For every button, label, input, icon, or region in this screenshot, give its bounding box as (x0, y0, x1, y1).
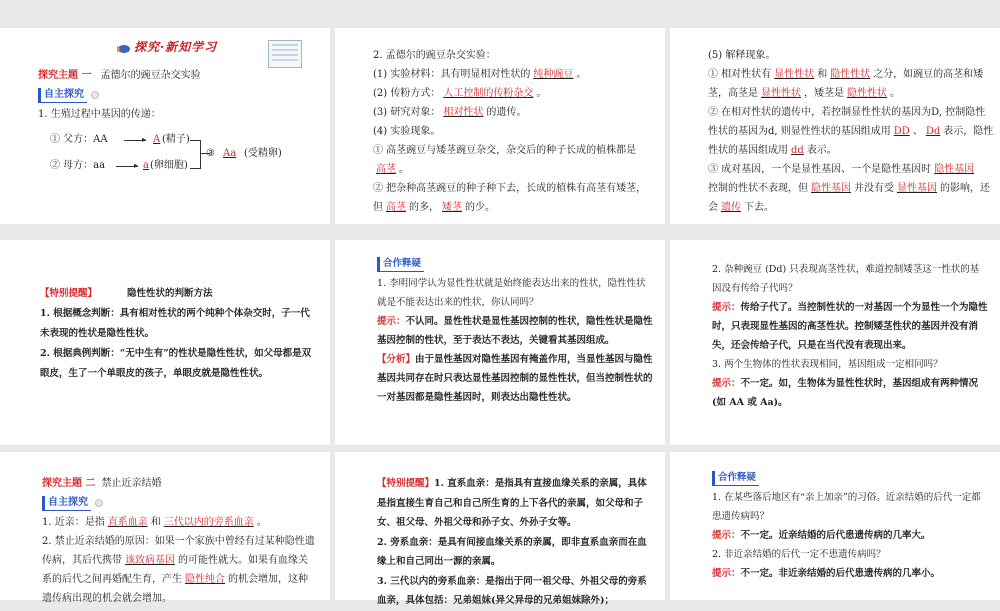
analysis-label: 【分析】 (377, 354, 416, 365)
punct: 。 (399, 164, 409, 175)
phenomenon-heading: (4) 实验现象。 (373, 126, 441, 137)
dd-mixed-answer: Dd (925, 126, 941, 137)
hint-label: 提示： (712, 302, 741, 313)
question-gene-transfer: 1. 生殖过程中基因的传递： (38, 109, 161, 120)
topic-title-2: 禁止近亲结婚 (101, 478, 162, 489)
zygote-label: (受精卵) (244, 148, 282, 159)
zygote-answer: Aa (223, 148, 237, 159)
pollination-answer: 人工控制的传粉杂交 (443, 88, 534, 99)
text: 的影响，还 (940, 183, 990, 194)
slide-mendel-intro (0, 28, 330, 224)
slide-explain-phenomenon (670, 28, 1000, 224)
material-answer: 纯种豌豆 (533, 69, 574, 80)
question-3: 3. 两个生物体的性状表现相同，基因组成一定相同吗？ (712, 359, 943, 370)
few-text: 的少。 (465, 202, 495, 213)
father-gamete-label: (精子) (162, 134, 190, 145)
punct: 。 (576, 69, 587, 80)
cooperative-label-2: 合作释疑 (712, 471, 759, 486)
experiment-title: 2. 孟德尔的豌豆杂交实验： (373, 50, 496, 61)
text: 之分，如豌豆的高茎和矮 (873, 69, 984, 80)
phenomenon-1-answer: 高茎 (376, 164, 396, 175)
slide-cooperative-q1 (335, 240, 665, 445)
text: 1. 近亲：是指 (42, 517, 105, 528)
slide-consanguineous-marriage (0, 452, 330, 604)
text: 茎，高茎是 (708, 88, 758, 99)
recessive-gene-answer-2: 隐性基因 (811, 183, 851, 194)
tip-rule-2: 2. 根据典例判断：“无中生有”的性状是隐性性状，如父母都是双眼皮，生了一个单眼皮的孩子，单眼皮就是隐性性状。 (40, 348, 312, 379)
banner-title: 探究·新知学习 (134, 40, 218, 54)
hint-3: 不一定。如，生物体为显性性状时，基因组成有两种情况(如 AA 或 Aa)。 (712, 378, 979, 408)
tip-collateral-relatives: 2. 旁系血亲：是具有间接血缘关系的亲属，即非直系血亲而在血缘上和自己同出一源的亲属。 (377, 536, 647, 567)
text: 性状的基因为d, 则显性性状的基因组成用 (708, 126, 891, 137)
text: 。 (256, 517, 267, 528)
hint-label: 提示： (712, 378, 741, 389)
question-marriage-2: 2. 非近亲结婚的后代一定不患遗传病吗？ (712, 549, 886, 560)
text: 性状的基因组成用 (708, 145, 788, 156)
punct: 。 (536, 88, 547, 99)
question-1: 1. 李明同学认为显性性状就是始终能表达出来的性状，隐性性状就是不能表达出来的性状，你认同吗？ (377, 278, 646, 308)
topic-title: 孟德尔的豌豆杂交实验 (100, 70, 201, 81)
many-text: 的多， (409, 202, 439, 213)
material-text: (1) 实验材料：具有明显相对性状的 (373, 69, 531, 80)
pollination-text: (2) 传粉方式： (373, 88, 441, 99)
hint-label: 提示： (712, 568, 741, 579)
text: 控制的性状不表现，但 (708, 183, 808, 194)
mother-label: ② 母方：aa (50, 160, 106, 171)
text: ① 相对性状有 (708, 69, 772, 80)
inherit-answer: 遗传 (721, 202, 741, 213)
hint-marriage-1: 不一定。近亲结婚的后代患遗传病的几率大。 (740, 530, 931, 541)
hint-label: 提示： (712, 530, 741, 541)
question-2: 2. 杂种豌豆 (Dd) 只表现高茎性状，难道控制矮茎这一性状的基因没有传给子代吗？ (712, 264, 980, 294)
tall-dominant-answer: 显性性状 (761, 88, 801, 99)
hint-label: 提示： (377, 316, 406, 327)
object-suffix: 的遗传。 (486, 107, 527, 118)
analysis-text: 由于显性基因对隐性基因有掩盖作用，当显性基因与隐性基因共同存在时只表达显性基因控制的显性性状，但当控制性状的一对基因都是隐性基因时，则表达出隐性性状。 (377, 354, 653, 403)
direct-blood-answer: 直系血亲 (107, 517, 148, 528)
pencil-icon (90, 91, 100, 99)
tip-rule-1: 1. 根据概念判断：具有相对性状的两个纯种个体杂交时，子一代未表现的性状是隐性性状。 (40, 308, 310, 339)
father-gamete-answer: A (153, 134, 161, 145)
text: ③ 成对基因，一个是显性基因、一个是隐性基因时 (708, 164, 932, 175)
slide-special-tip-recessive (0, 240, 330, 445)
homozygous-answer: 隐性纯合 (185, 574, 225, 585)
text: 和 (150, 517, 161, 528)
object-text: (3) 研究对象： (373, 107, 441, 118)
short-answer: 矮茎 (442, 202, 462, 213)
text: 表示。 (806, 145, 837, 156)
text: 下去。 (744, 202, 774, 213)
phenomenon-2: ② 把杂种高茎豌豆的种子种下去，长成的植株有高茎有矮茎， (373, 183, 647, 194)
text: 的可能性就大。如果有血缘关系的后代之间再婚配生育，产生 (42, 555, 308, 585)
text: 2. 禁止近亲结婚的原因：如果一个家族中曾经有过某种隐性遗传病，其后代携带 (42, 536, 315, 566)
tip-direct-relatives: 1. 直系血亲：是指具有直接血缘关系的亲属，具体是指直接生育自己和自己所生育的上下各代的亲属，如父母和子女、祖父母、外祖父母和孙子女、外孙子女等。 (377, 478, 647, 528)
slide-cooperative-marriage (670, 452, 1000, 600)
dominant-gene-answer: 显性基因 (897, 183, 937, 194)
recessive-answer: 隐性性状 (830, 69, 871, 80)
hint-marriage-2: 不一定。非近亲结婚的后代患遗传病的几率小。 (740, 568, 941, 579)
stamp-icon (268, 40, 302, 68)
collateral-blood-answer: 三代以内的旁系血亲 (163, 517, 254, 528)
but-text: 但 (373, 202, 383, 213)
tip-title: 隐性性状的判断方法 (127, 288, 213, 299)
pathogenic-gene-answer: 该致病基因 (125, 555, 175, 566)
text: 和 (817, 69, 828, 80)
slide-special-tip-relatives (335, 452, 665, 606)
self-study-label: 自主探究 (38, 88, 87, 103)
zygote-number: ③ (206, 148, 215, 159)
text: 的机会增加，这种遗传病出现的机会就会增加。 (42, 574, 308, 604)
hint-2: 传给子代了。当控制性状的一对基因一个为显性一个为隐性时，只表现显性基因的高茎性状。控制矮茎性状的基因并没有消失，还会传给子代，只是在当代没有表现出来。 (712, 302, 988, 351)
fish-logo-icon (116, 42, 132, 54)
text: 会 (708, 202, 718, 213)
text: ，矮茎是 (804, 88, 844, 99)
text: 表示，隐性 (943, 126, 994, 137)
topic-label-2: 探究主题 二 (42, 478, 96, 489)
tip-three-generations: 3. 三代以内的旁系血亲：是指出于同一祖父母、外祖父母的旁系血亲，具体包括：兄弟姐妹(异父异母的兄弟姐妹除外)； (377, 575, 647, 606)
object-answer: 相对性状 (443, 107, 484, 118)
short-recessive-answer: 隐性性状 (847, 88, 887, 99)
text: 、 (912, 126, 923, 137)
hint-1: 不认同。显性性状是显性基因控制的性状，隐性性状是隐性基因控制的性状，至于表达不表达，关键看其基因组成。 (377, 316, 653, 346)
self-study-label-2: 自主探究 (42, 496, 91, 511)
gene-notation-text: ② 在相对性状的遗传中，若控制显性性状的基因为D, 控制隐性 (708, 107, 986, 118)
text: 并没有受 (854, 183, 894, 194)
dd-lower-answer: dd (791, 145, 804, 156)
topic-label: 探究主题 一 (38, 70, 92, 81)
phenomenon-1: ① 高茎豌豆与矮茎豌豆杂交，杂交后的种子长成的植株都是 (373, 145, 637, 156)
mother-gamete-label: (卵细胞) (150, 160, 188, 171)
special-tip-label: 【特别提醒】 (40, 288, 98, 299)
special-tip-label-2: 【特别提醒】 (377, 478, 435, 489)
question-marriage-1: 1. 在某些落后地区有“亲上加亲”的习俗。近亲结婚的后代一定都患遗传病吗？ (712, 492, 981, 522)
gene-transfer-diagram: ① 父方：AA ▸ A (精子) ② 母方：aa ▸ a (卵细胞) ③ Aa (受精卵) (38, 126, 322, 180)
slide-cooperative-q2 (670, 240, 1000, 445)
slide-pea-experiment (335, 28, 665, 224)
dominant-answer: 显性性状 (774, 69, 815, 80)
explain-heading: (5) 解释现象。 (708, 50, 776, 61)
recessive-gene-answer: 隐性基因 (934, 164, 975, 175)
tall-answer: 高茎 (386, 202, 406, 213)
cooperative-label: 合作释疑 (377, 257, 424, 272)
father-label: ① 父方：AA (50, 134, 108, 145)
mother-gamete-answer: a (143, 160, 149, 171)
pencil-icon (94, 499, 104, 507)
text: 。 (890, 88, 900, 99)
dd-upper-answer: DD (893, 126, 910, 137)
